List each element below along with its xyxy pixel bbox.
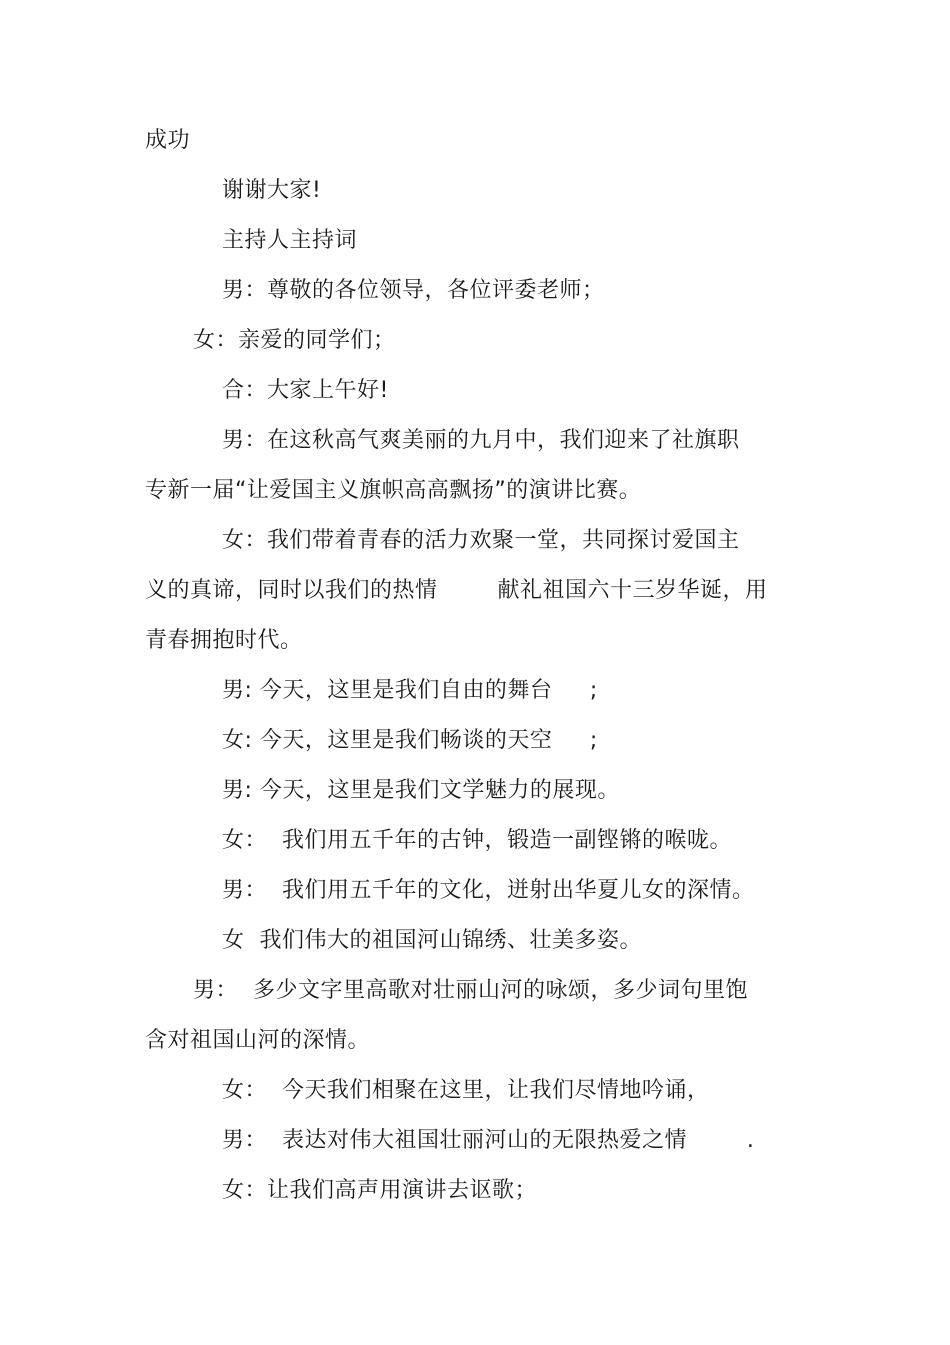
text-line: 含对祖国山河的深情。 — [145, 1028, 371, 1053]
text-line: 男: 今天，这里是我们文学魅力的展现。 — [222, 778, 620, 803]
text-line: 男： 表达对伟大祖国壮丽河山的无限热爱之情 . — [222, 1128, 755, 1153]
text-line: 青春拥抱时代。 — [145, 628, 303, 653]
text-line: 男： 我们用五千年的文化，迸射出华夏儿女的深情。 — [222, 878, 755, 903]
text-line: 男： 多少文字里高歌对壮丽山河的咏颂，多少词句里饱 — [193, 978, 748, 1003]
text-line: 男: 今天，这里是我们自由的舞台 ; — [222, 678, 598, 703]
text-line: 义的真谛，同时以我们的热情 献礼祖国六十三岁华诞，用 — [145, 578, 768, 603]
text-line: 女： 今天我们相聚在这里，让我们尽情地吟诵， — [222, 1078, 710, 1103]
text-line: 男：在这秋高气爽美丽的九月中，我们迎来了社旗职 — [222, 428, 740, 453]
text-line: 女：让我们高声用演讲去讴歌； — [222, 1178, 538, 1203]
text-line: 女：我们带着青春的活力欢聚一堂，共同探讨爱国主 — [222, 528, 740, 553]
text-line: 谢谢大家! — [222, 178, 322, 203]
text-line: 女： 我们用五千年的古钟，锻造一副铿锵的喉咙。 — [222, 828, 732, 853]
text-line: 女 我们伟大的祖国河山锦绣、壮美多姿。 — [222, 928, 642, 953]
text-line: 主持人主持词 — [222, 228, 358, 253]
text-line: 成功 — [145, 128, 191, 153]
text-line: 合：大家上午好! — [222, 378, 389, 403]
text-line: 女：亲爱的同学们； — [193, 328, 396, 353]
text-line: 专新一届“让爱国主义旗帜高高飘扬”的演讲比赛。 — [145, 478, 642, 503]
text-line: 男：尊敬的各位领导，各位评委老师； — [222, 278, 605, 303]
text-line: 女: 今天，这里是我们畅谈的天空 ; — [222, 728, 598, 753]
